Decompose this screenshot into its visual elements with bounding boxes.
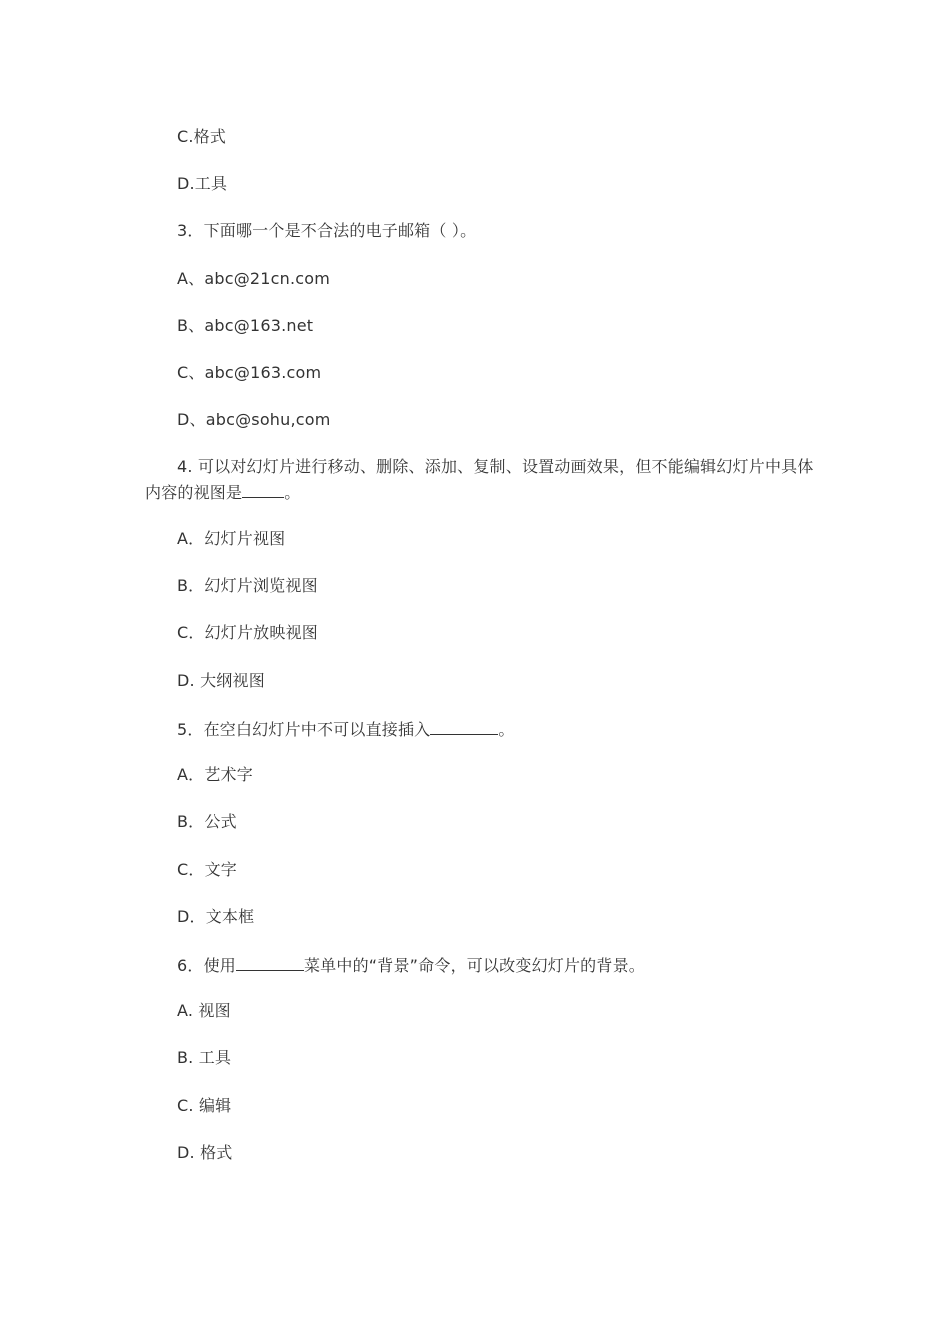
question-6: [177, 954, 645, 976]
question-3: 3．下面哪一个是不合法的电子邮箱（ ）。: [177, 221, 477, 240]
q5-option-c: C．文字: [177, 860, 237, 879]
q4-option-c: C．幻灯片放映视图: [177, 623, 318, 642]
q4-option-a: A．幻灯片视图: [177, 529, 286, 548]
q3-option-a: A、abc@21cn.com: [177, 269, 331, 288]
q5-option-b: B．公式: [177, 812, 237, 831]
q6-option-c: C. 编辑: [177, 1096, 232, 1115]
q4-text: 4. 可以对幻灯片进行移动、删除、添加、复制、设置动画效果，但不能编辑幻灯片中具体内容的视图是: [145, 457, 814, 502]
q4-option-d: D. 大纲视图: [177, 671, 265, 690]
q6-text-end: 菜单中的“背景”命令，可以改变幻灯片的背景。: [303, 956, 645, 975]
option-d-tools: D.工具: [177, 174, 228, 193]
q3-option-d: D、abc@sohu,com: [177, 410, 331, 429]
option-c-format: C.格式: [177, 127, 227, 146]
q6-answer-blank: [236, 954, 304, 971]
q5-text: 5．在空白幻灯片中不可以直接插入: [177, 720, 431, 739]
q3-option-c: C、abc@163.com: [177, 363, 322, 382]
q6-text: 6．使用: [177, 956, 236, 975]
q6-option-a: A. 视图: [177, 1001, 231, 1020]
q6-option-d: D. 格式: [177, 1143, 233, 1162]
q4-text-end: 。: [284, 483, 301, 502]
question-5: [177, 718, 515, 740]
q5-option-d: D．文本框: [177, 907, 255, 926]
q4-option-b: B．幻灯片浏览视图: [177, 576, 318, 595]
question-4: [145, 454, 815, 506]
q5-text-end: 。: [498, 720, 515, 739]
q5-answer-blank: [430, 718, 498, 735]
q5-option-a: A．艺术字: [177, 765, 253, 784]
q3-option-b: B、abc@163.net: [177, 316, 314, 335]
q4-answer-blank: [242, 481, 284, 498]
q6-option-b: B. 工具: [177, 1048, 232, 1067]
